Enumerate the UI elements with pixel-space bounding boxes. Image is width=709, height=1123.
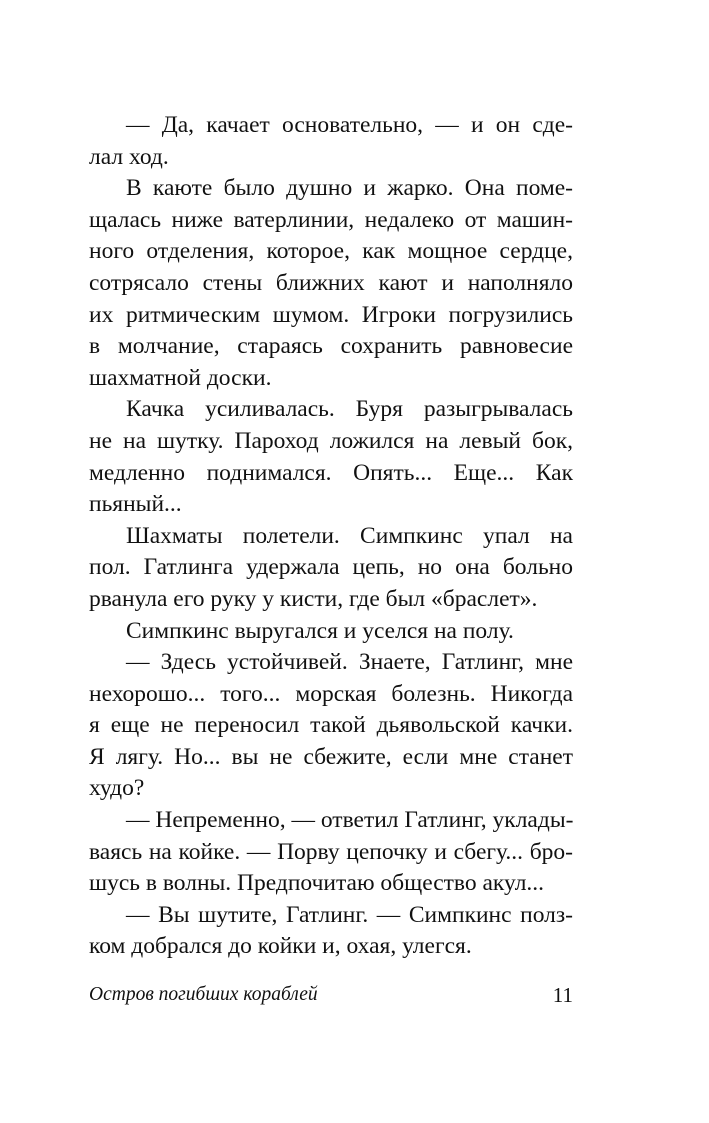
text-line: в молчание, стараясь сохранить равновесие [89,333,573,360]
text-line: пол. Гатлинга удержала цепь, но она больно [89,554,573,581]
text-line: медленно поднимался. Опять... Еще... Как [89,459,573,486]
page-number: 11 [552,983,573,1007]
paragraph-4 [89,521,573,616]
text-line: — Непременно, — ответил Гатлинг, уклады- [126,807,574,834]
text-line: ного отделения, которое, как мощное сердце, [89,238,573,265]
paragraph-8 [89,900,573,963]
text-line: Качка усиливалась. Буря разыгрывалась [126,396,573,423]
text-line: — Здесь устойчивей. Знаете, Гатлинг, мне [126,649,573,676]
text-line: рванула его руку у кисти, где был «браслет». [89,585,538,612]
text-line: ком добрался до койки и, охая, улегся. [89,933,472,960]
paragraph-5 [89,616,573,648]
paragraph-3 [89,394,573,520]
paragraph-7 [89,805,573,900]
text-line: — Вы шутите, Гатлинг. — Симпкинс полз- [126,901,573,928]
text-line: шусь в волны. Предпочитаю общество акул... [89,870,545,897]
text-line: ваясь на койке. — Порву цепочку и сбегу... бро- [89,838,573,865]
text-line: не на шутку. Пароход ложился на левый бок, [89,427,573,454]
text-line: Я лягу. Но... вы не сбежите, если мне станет [89,743,573,770]
text-line: Симпкинс выругался и уселся на полу. [126,617,514,644]
body-text [89,110,573,963]
text-line: я еще не переносил такой дьявольской качки. [89,712,573,739]
text-line: В каюте было душно и жарко. Она поме- [126,175,573,202]
text-line: лал ход. [89,143,169,170]
page-footer [89,980,573,1010]
paragraph-1 [89,110,573,173]
running-title: Остров погибших кораблей [89,984,318,1005]
text-line: их ритмическим шумом. Игроки погрузились [89,301,573,328]
text-line: шахматной доски. [89,364,272,391]
text-line: пьяный... [89,491,182,518]
text-line: нехорошо... того... морская болезнь. Никогда [89,680,573,707]
paragraph-2 [89,173,573,394]
text-line: сотрясало стены ближних кают и наполняло [89,269,573,296]
text-line: — Да, качает основательно, — и он сде- [126,112,573,138]
text-line: щалась ниже ватерлинии, недалеко от машин- [89,206,573,233]
text-line: Шахматы полетели. Симпкинс упал на [126,522,573,549]
text-line: худо? [89,775,145,802]
paragraph-6 [89,647,573,805]
